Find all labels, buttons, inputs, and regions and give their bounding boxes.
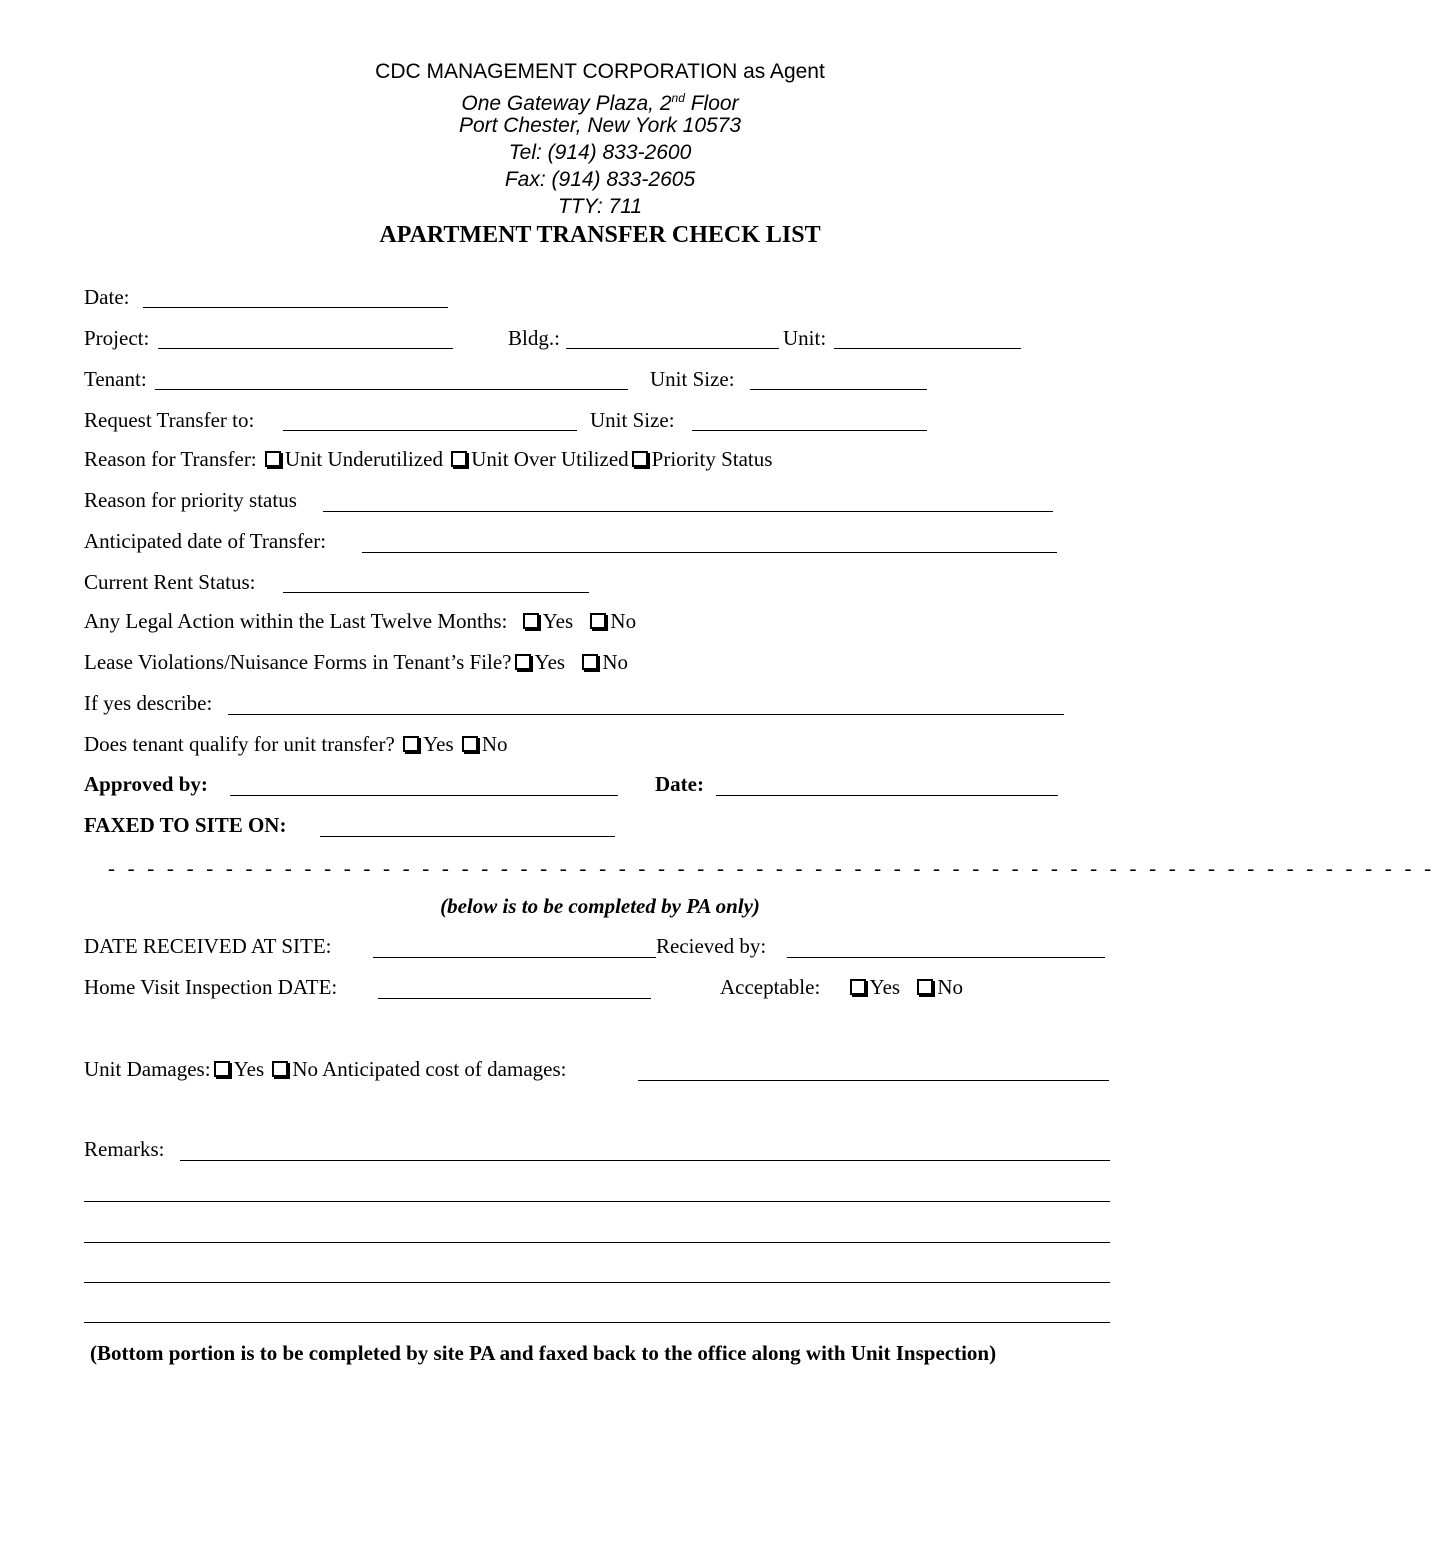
damages-yes-checkbox[interactable] [214, 1061, 230, 1077]
received-by-field[interactable] [787, 957, 1105, 958]
legal-action-row [84, 608, 636, 634]
date-received-label: DATE RECEIVED AT SITE: [84, 934, 332, 958]
form-title: APARTMENT TRANSFER CHECK LIST [379, 222, 821, 248]
project-field[interactable] [158, 348, 453, 349]
tenant-field[interactable] [155, 389, 628, 390]
request-unit-size-label: Unit Size: [590, 408, 675, 432]
qualify-label: Does tenant qualify for unit transfer? [84, 732, 395, 756]
home-visit-field[interactable] [378, 998, 651, 999]
rent-status-field[interactable] [283, 592, 589, 593]
unit-field[interactable] [834, 348, 1021, 349]
if-yes-label: If yes describe: [84, 691, 213, 715]
remarks-line-1[interactable] [180, 1160, 1110, 1161]
overutilized-checkbox[interactable] [451, 451, 467, 467]
approved-by-label: Approved by: [84, 772, 208, 796]
fax-number: Fax: (914) 833-2605 [504, 168, 696, 191]
address-line-2: Port Chester, New York 10573 [458, 114, 742, 137]
acceptable-label: Acceptable: [720, 975, 821, 999]
lease-violations-row [84, 649, 628, 675]
unit-damages-row [84, 1056, 566, 1082]
acceptable-no-label: No [937, 975, 964, 999]
rent-status-label: Current Rent Status: [84, 570, 256, 594]
section-separator: - - - - - - - - - - - - - - - - - - - - - - - - - - - - - - - - - - - - - - - - - - - - - - - - - - - - - - - - - - - - - - - - - - - - [108, 856, 1435, 880]
bldg-field[interactable] [566, 348, 779, 349]
unit-damages-label: Unit Damages: [84, 1057, 211, 1081]
home-visit-label: Home Visit Inspection DATE: [84, 975, 338, 999]
pa-only-note: (below is to be completed by PA only) [440, 894, 760, 918]
damages-no-label: No [292, 1057, 319, 1081]
unit-label: Unit: [783, 326, 827, 350]
unit-size-label: Unit Size: [650, 367, 735, 391]
cost-of-damages-label: Anticipated cost of damages: [322, 1057, 567, 1081]
lease-no-label: No [602, 650, 628, 674]
request-transfer-label: Request Transfer to: [84, 408, 255, 432]
lease-yes-checkbox[interactable] [515, 654, 531, 670]
address-street: One Gateway Plaza, 2 [461, 92, 672, 115]
tty-number: TTY: 711 [557, 195, 643, 218]
legal-no-label: No [610, 609, 637, 633]
acceptable-no-checkbox[interactable] [917, 979, 933, 995]
faxed-label: FAXED TO SITE ON: [84, 813, 287, 837]
acceptable-yes-checkbox[interactable] [850, 979, 866, 995]
overutilized-label: Unit Over Utilized [471, 447, 629, 471]
lease-yes-label: Yes [534, 650, 566, 674]
qualify-yes-label: Yes [423, 732, 454, 756]
date-field[interactable] [143, 307, 448, 308]
approved-date-label: Date: [655, 772, 704, 796]
underutilized-checkbox[interactable] [265, 451, 281, 467]
footer-note: (Bottom portion is to be completed by site PA and faxed back to the office along with Unit Inspection) [90, 1341, 997, 1365]
qualify-no-label: No [481, 732, 508, 756]
reason-row [84, 446, 772, 472]
address-ordinal: nd [671, 91, 685, 105]
company-name: CDC MANAGEMENT CORPORATION as Agent [375, 60, 825, 83]
qualify-row [84, 731, 508, 757]
remarks-line-5[interactable] [84, 1322, 1110, 1323]
qualify-no-checkbox[interactable] [462, 736, 478, 752]
anticipated-date-field[interactable] [362, 552, 1057, 553]
anticipated-date-label: Anticipated date of Transfer: [84, 529, 327, 553]
date-received-field[interactable] [373, 957, 656, 958]
priority-reason-label: Reason for priority status [84, 488, 297, 512]
request-transfer-field[interactable] [283, 430, 577, 431]
acceptable-yes-label: Yes [869, 975, 901, 999]
faxed-field[interactable] [320, 836, 615, 837]
legal-yes-checkbox[interactable] [523, 613, 539, 629]
unit-size-field[interactable] [750, 389, 927, 390]
tenant-label: Tenant: [84, 367, 147, 391]
project-label: Project: [84, 326, 150, 350]
qualify-yes-checkbox[interactable] [403, 736, 419, 752]
received-by-label: Recieved by: [656, 934, 767, 958]
legal-yes-label: Yes [542, 609, 574, 633]
priority-status-checkbox[interactable] [632, 451, 648, 467]
remarks-line-4[interactable] [84, 1282, 1110, 1283]
approved-date-field[interactable] [716, 795, 1058, 796]
underutilized-label: Unit Underutilized [284, 447, 443, 471]
remarks-line-2[interactable] [84, 1201, 1110, 1202]
remarks-label: Remarks: [84, 1137, 165, 1161]
damages-no-checkbox[interactable] [272, 1061, 288, 1077]
request-unit-size-field[interactable] [692, 430, 927, 431]
cost-of-damages-field[interactable] [638, 1080, 1109, 1081]
priority-reason-field[interactable] [323, 511, 1053, 512]
bldg-label: Bldg.: [508, 326, 560, 350]
remarks-line-3[interactable] [84, 1242, 1110, 1243]
reason-label: Reason for Transfer: [84, 447, 257, 471]
lease-no-checkbox[interactable] [582, 654, 598, 670]
telephone: Tel: (914) 833-2600 [508, 141, 692, 164]
legal-no-checkbox[interactable] [590, 613, 606, 629]
damages-yes-label: Yes [233, 1057, 265, 1081]
if-yes-field[interactable] [228, 714, 1064, 715]
lease-violations-label: Lease Violations/Nuisance Forms in Tenant’s File? [84, 650, 512, 674]
date-label: Date: [84, 285, 130, 309]
priority-status-label: Priority Status [651, 447, 773, 471]
approved-by-field[interactable] [230, 795, 618, 796]
acceptable-row [720, 974, 963, 1000]
address-floor: Floor [684, 92, 739, 115]
legal-action-label: Any Legal Action within the Last Twelve Months: [84, 609, 508, 633]
